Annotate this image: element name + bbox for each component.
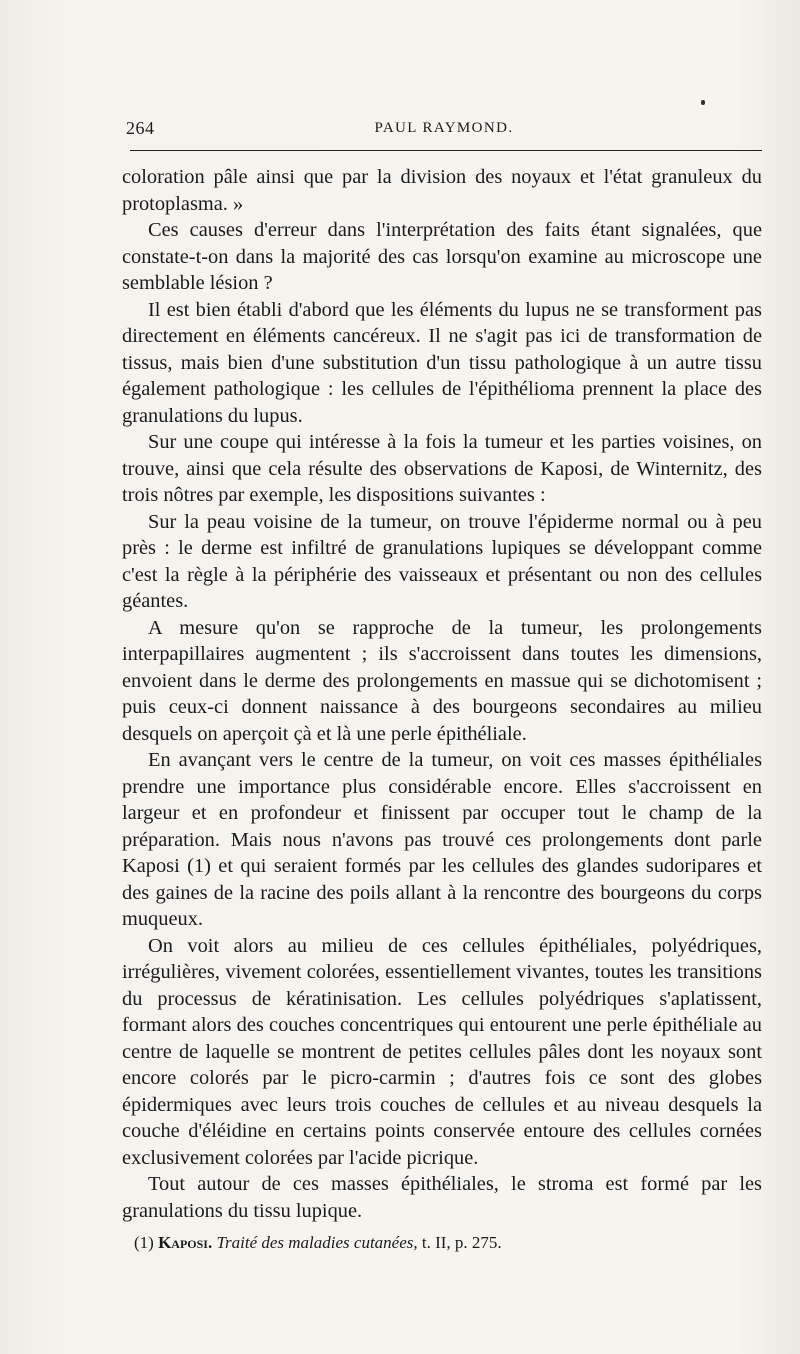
paragraph: coloration pâle ainsi que par la division des noyaux et l'état granuleux du protoplasma. » xyxy=(122,166,762,215)
running-head: PAUL RAYMOND. xyxy=(374,120,514,136)
paragraph: Sur une coupe qui intéresse à la fois la tumeur et les parties voisines, on trouve, ainsi que cela résulte des observations de Kaposi, de Winternitz, des trois nôtres par exemple, les dispositions suivantes : xyxy=(122,431,762,506)
paragraph: Il est bien établi d'abord que les éléments du lupus ne se transforment pas directement en éléments cancéreux. Il ne s'agit pas ici de transformation de tissus, mais bien d'une substitution d'un tissu pathologique à un autre tissu également pathologique : les cellules de l'épithélioma prennent la place des granulations du lupus. xyxy=(122,298,762,427)
footnote-reference: t. II, p. 275. xyxy=(421,1233,502,1252)
paragraph: On voit alors au milieu de ces cellules épithéliales, polyédriques, irrégulières, vivement colorées, essentiellement vivantes, toutes les transitions du processus de kératinisation. Les cellules polyédriques s'aplatissent, formant alors des couches concentriques qui entourent une perle épithéliale au centre de laquelle se montrent de petites cellules pâles dont les noyaux sont encore colorés par le picro-carmin ; d'autres fois ce sont des globes épidermiques avec leurs trois couches de cellules et au niveau desquels la couche d'éléidine en certains points conservée entoure des cellules cornées exclusivement colorées par l'acide picrique. xyxy=(122,934,762,1169)
paragraph: Tout autour de ces masses épithéliales, le stroma est formé par les granulations du tissu lupique. xyxy=(122,1173,762,1222)
page-header xyxy=(126,118,762,142)
paragraph: Ces causes d'erreur dans l'interprétation des faits étant signalées, que constate-t-on dans la majorité des cas lorsqu'on examine au microscope une semblable lésion ? xyxy=(122,219,762,294)
footnote-title: Traité des maladies cutanées, xyxy=(216,1233,418,1252)
page-number: 264 xyxy=(126,118,155,138)
paragraph: A mesure qu'on se rapproche de la tumeur, les prolongements interpapillaires augmentent ; ils s'accroissent dans toutes les dimensions, envoient dans le derme des prolongements en massue qui se dichotomisent ; puis ceux-ci donnent naissance à des bourgeons secondaires au milieu desquels on aperçoit çà et là une perle épithéliale. xyxy=(122,616,762,745)
paragraph: En avançant vers le centre de la tumeur, on voit ces masses épithéliales prendre une importance plus considérable encore. Elles s'accroissent en largeur et en profondeur et finissent par occuper tout le champ de la préparation. Mais nous n'avons pas trouvé ces prolongements dont parle Kaposi (1) et qui seraient formés par les cellules des glandes sudoripares et des gaines de la racine des poils allant à la rencontre des bourgeons du corps muqueux. xyxy=(122,749,762,930)
header-rule xyxy=(130,150,762,151)
ink-mark xyxy=(701,100,705,105)
footnote-marker: (1) xyxy=(134,1233,154,1252)
body-text xyxy=(122,164,762,1224)
footnote-author: Kaposi. xyxy=(158,1233,213,1252)
footnote xyxy=(134,1232,762,1254)
paragraph: Sur la peau voisine de la tumeur, on trouve l'épiderme normal ou à peu près : le derme est infiltré de granulations lupiques se développant comme c'est la règle à la périphérie des vaisseaux et présentant ou non des cellules géantes. xyxy=(122,510,762,612)
